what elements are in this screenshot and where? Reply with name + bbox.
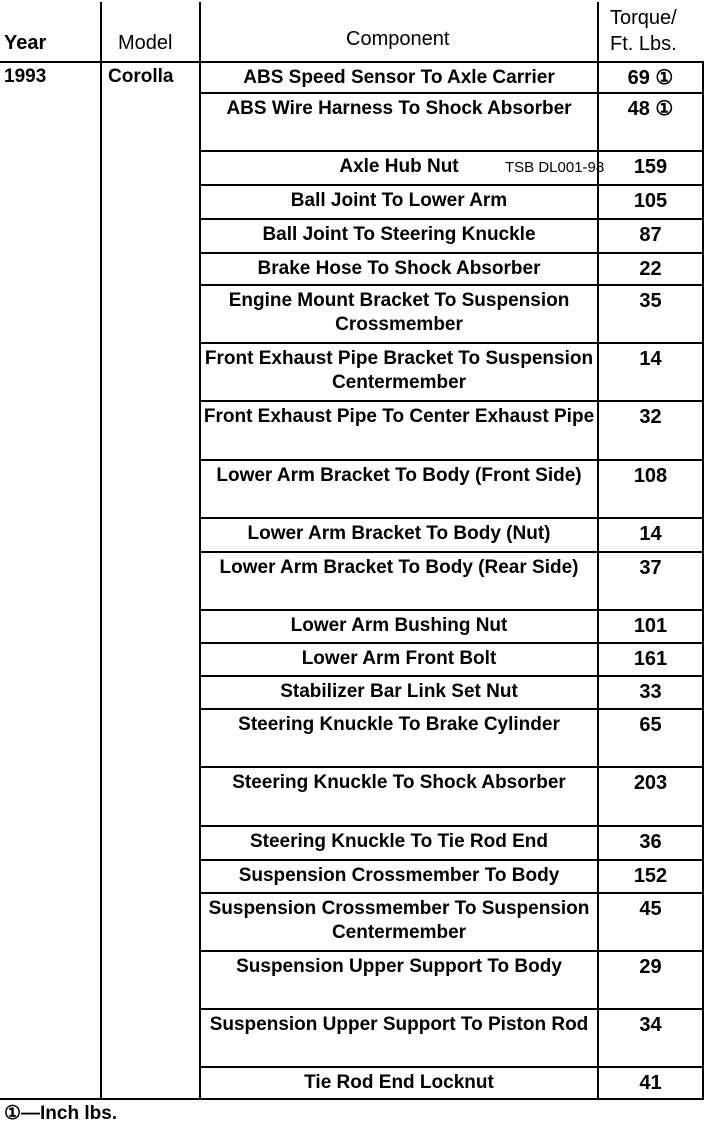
torque-cell: 152 bbox=[633, 865, 668, 887]
header-torque-line2: Ft. Lbs. bbox=[610, 33, 677, 55]
column-divider-year-model bbox=[100, 2, 102, 1099]
row-rule bbox=[199, 551, 704, 553]
component-cell: Stabilizer Bar Link Set Nut bbox=[280, 681, 518, 702]
torque-cell: 36 bbox=[639, 831, 662, 853]
torque-cell: 14 bbox=[639, 348, 662, 370]
row-rule bbox=[199, 184, 704, 186]
row-rule bbox=[199, 284, 704, 286]
component-cell: Suspension Upper Support To Body bbox=[236, 956, 562, 977]
torque-cell: 35 bbox=[639, 290, 662, 312]
torque-cell: 159 bbox=[633, 156, 668, 178]
torque-cell: 108 bbox=[633, 465, 668, 487]
row-rule bbox=[199, 400, 704, 402]
header-year: Year bbox=[4, 32, 47, 54]
torque-cell: 37 bbox=[639, 557, 662, 579]
torque-cell: 32 bbox=[639, 406, 662, 428]
component-cell: Lower Arm Bracket To Body (Front Side) bbox=[216, 465, 582, 486]
component-cell: Suspension Crossmember To Body bbox=[238, 865, 560, 886]
component-cell: Engine Mount Bracket To Suspension Crossmember bbox=[228, 290, 570, 335]
torque-cell: 69 ① bbox=[627, 67, 674, 89]
row-rule bbox=[199, 892, 704, 894]
model-value: Corolla bbox=[108, 66, 174, 87]
torque-cell: 203 bbox=[633, 772, 668, 794]
component-cell: Front Exhaust Pipe To Center Exhaust Pipe bbox=[203, 406, 595, 427]
row-rule bbox=[199, 252, 704, 254]
row-rule bbox=[199, 1066, 704, 1068]
component-cell: Lower Arm Front Bolt bbox=[301, 648, 497, 669]
torque-cell: 105 bbox=[633, 190, 668, 212]
row-rule bbox=[199, 859, 704, 861]
torque-cell: 87 bbox=[639, 224, 662, 246]
torque-cell: 14 bbox=[639, 523, 662, 545]
row-rule bbox=[199, 342, 704, 344]
component-cell: Suspension Upper Support To Piston Rod bbox=[209, 1014, 589, 1035]
row-rule bbox=[199, 766, 704, 768]
row-rule bbox=[199, 218, 704, 220]
torque-cell: 161 bbox=[633, 648, 668, 670]
component-cell: Lower Arm Bushing Nut bbox=[290, 615, 508, 636]
torque-cell: 45 bbox=[639, 898, 662, 920]
component-cell: Ball Joint To Lower Arm bbox=[290, 190, 508, 211]
component-cell: Ball Joint To Steering Knuckle bbox=[262, 224, 536, 245]
footnote: ①—Inch lbs. bbox=[4, 1103, 118, 1124]
component-cell: ABS Speed Sensor To Axle Carrier bbox=[243, 67, 555, 88]
torque-cell: 101 bbox=[633, 615, 668, 637]
component-cell: ABS Wire Harness To Shock Absorber bbox=[226, 98, 572, 119]
row-rule bbox=[199, 708, 704, 710]
torque-cell: 34 bbox=[639, 1014, 662, 1036]
component-cell: Brake Hose To Shock Absorber bbox=[257, 258, 541, 279]
torque-cell: 22 bbox=[639, 258, 662, 280]
row-rule bbox=[199, 825, 704, 827]
row-rule bbox=[199, 150, 704, 152]
header-component: Component bbox=[346, 28, 450, 50]
component-cell: Front Exhaust Pipe Bracket To Suspension Centermember bbox=[204, 348, 594, 393]
component-cell: Tie Rod End Locknut bbox=[304, 1072, 494, 1093]
row-rule bbox=[199, 950, 704, 952]
row-rule bbox=[199, 675, 704, 677]
component-cell: Steering Knuckle To Shock Absorber bbox=[232, 772, 566, 793]
row-rule bbox=[199, 517, 704, 519]
component-cell: Lower Arm Bracket To Body (Nut) bbox=[247, 523, 551, 544]
header-model: Model bbox=[118, 32, 173, 54]
component-cell: Steering Knuckle To Brake Cylinder bbox=[238, 714, 560, 735]
torque-cell: 33 bbox=[639, 681, 662, 703]
year-value: 1993 bbox=[4, 66, 47, 87]
tsb-note: TSB DL001-98 bbox=[505, 159, 605, 176]
row-rule bbox=[199, 92, 704, 94]
row-rule bbox=[199, 1008, 704, 1010]
row-rule bbox=[199, 642, 704, 644]
component-cell: Lower Arm Bracket To Body (Rear Side) bbox=[219, 557, 579, 578]
row-rule bbox=[199, 609, 704, 611]
header-torque-line1: Torque/ bbox=[610, 7, 677, 29]
component-cell: Steering Knuckle To Tie Rod End bbox=[249, 831, 549, 852]
torque-cell: 48 ① bbox=[627, 98, 674, 120]
torque-cell: 29 bbox=[639, 956, 662, 978]
component-cell: Axle Hub Nut bbox=[339, 156, 459, 177]
component-cell: Suspension Crossmember To Suspension Centermember bbox=[208, 898, 590, 943]
torque-cell: 65 bbox=[639, 714, 662, 736]
torque-cell: 41 bbox=[639, 1072, 662, 1094]
row-rule bbox=[199, 459, 704, 461]
